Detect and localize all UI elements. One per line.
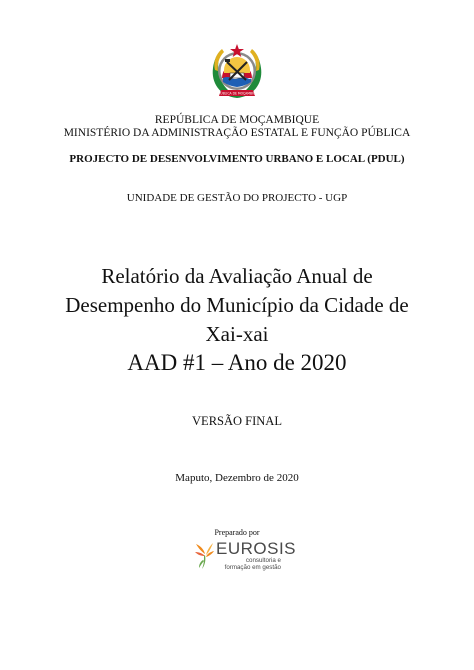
eurosis-tagline bbox=[217, 557, 281, 571]
unit-heading: UNIDADE DE GESTÃO DO PROJECTO - UGP bbox=[126, 192, 348, 204]
report-title-line-1: Relatório da Avaliação Anual de bbox=[101, 264, 373, 288]
place-date: Maputo, Dezembro de 2020 bbox=[175, 472, 299, 484]
eurosis-wordmark: EUROSIS bbox=[216, 539, 297, 558]
eurosis-tagline-line-2: formação em gestão bbox=[224, 564, 281, 571]
eurosis-bird-logo-icon bbox=[193, 540, 215, 570]
eurosis-logo bbox=[193, 539, 297, 572]
version-label: VERSÃO FINAL bbox=[192, 414, 282, 428]
report-title bbox=[0, 262, 474, 349]
emblem-ribbon-text: REPÚBLICA DE MOÇAMBIQUE bbox=[214, 91, 260, 96]
prepared-by-label: Preparado por bbox=[214, 528, 260, 537]
report-title-line-2: Desempenho do Município da Cidade de bbox=[65, 293, 409, 317]
report-subtitle: AAD #1 – Ano de 2020 bbox=[127, 350, 347, 375]
report-title-line-3: Xai-xai bbox=[205, 322, 269, 346]
eurosis-tagline-line-1: consultoria e bbox=[245, 557, 281, 564]
project-heading: PROJECTO DE DESENVOLVIMENTO URBANO E LOCAL (PDUL) bbox=[69, 153, 405, 165]
republic-heading: REPÚBLICA DE MOÇAMBIQUE bbox=[154, 114, 320, 126]
ministry-heading: MINISTÉRIO DA ADMINISTRAÇÃO ESTATAL E FUNÇÃO PÚBLICA bbox=[63, 127, 411, 139]
coat-of-arms-icon bbox=[205, 40, 269, 104]
